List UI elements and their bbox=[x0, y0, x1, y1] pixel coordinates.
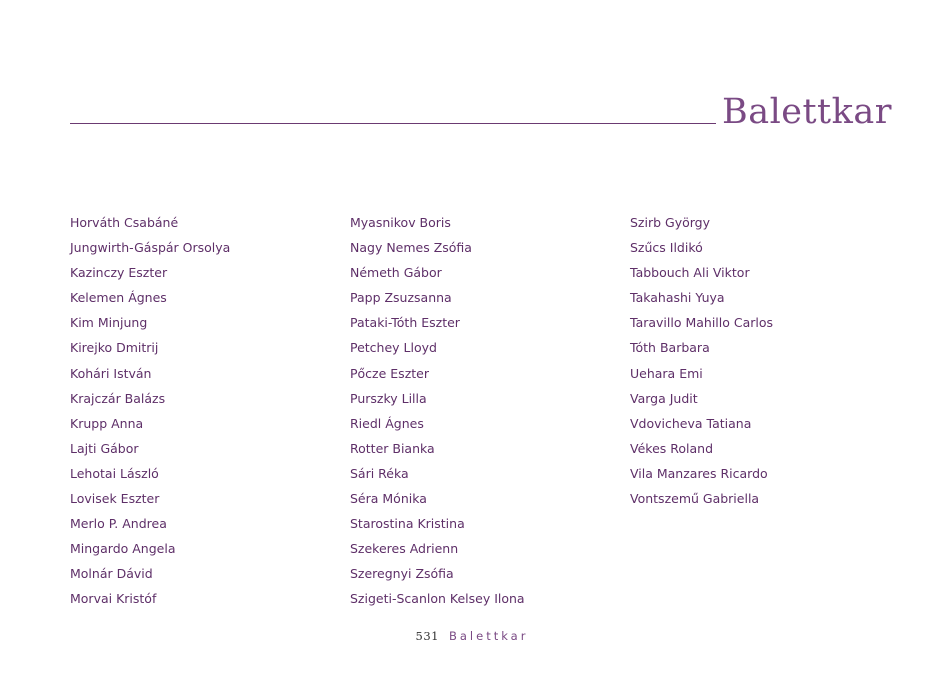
list-item: Molnár Dávid bbox=[70, 566, 153, 582]
list-item: Pataki-Tóth Eszter bbox=[350, 315, 460, 331]
list-item: Kelemen Ágnes bbox=[70, 290, 167, 306]
list-item: Krupp Anna bbox=[70, 415, 144, 431]
list-item: Myasnikov Boris bbox=[350, 215, 451, 230]
name-column-2 bbox=[350, 210, 525, 612]
list-item: Szirb György bbox=[630, 215, 710, 230]
list-item: Riedl Ágnes bbox=[350, 415, 424, 431]
list-item: Szekeres Adrienn bbox=[350, 541, 459, 557]
list-item: Purszky Lilla bbox=[350, 390, 427, 406]
list-item: Kim Minjung bbox=[70, 315, 148, 331]
list-item: Horváth Csabáné bbox=[70, 215, 179, 230]
running-title: Balettkar bbox=[448, 629, 529, 643]
list-item: Lovisek Eszter bbox=[70, 491, 160, 507]
name-column-3 bbox=[630, 210, 773, 511]
name-column-1 bbox=[70, 210, 230, 612]
list-item: Séra Mónika bbox=[350, 491, 427, 507]
list-item: Szűcs Ildikó bbox=[630, 240, 703, 256]
list-item: Takahashi Yuya bbox=[630, 290, 725, 306]
list-item: Mingardo Angela bbox=[70, 541, 176, 557]
list-item: Lehotai László bbox=[70, 465, 159, 481]
list-item: Starostina Kristina bbox=[350, 516, 465, 532]
list-item: Vdovicheva Tatiana bbox=[630, 415, 752, 431]
list-item: Vékes Roland bbox=[630, 440, 714, 456]
list-item: Jungwirth-Gáspár Orsolya bbox=[70, 240, 231, 256]
list-item: Szeregnyi Zsófia bbox=[350, 566, 454, 582]
list-item: Papp Zsuzsanna bbox=[350, 290, 452, 306]
list-item: Petchey Lloyd bbox=[350, 340, 437, 356]
list-item: Németh Gábor bbox=[350, 265, 442, 281]
list-item: Tabbouch Ali Viktor bbox=[630, 265, 750, 281]
list-item: Szigeti-Scanlon Kelsey Ilona bbox=[350, 591, 525, 607]
list-item: Vontszemű Gabriella bbox=[630, 491, 760, 507]
list-item: Varga Judit bbox=[630, 390, 698, 406]
list-item: Pőcze Eszter bbox=[350, 365, 429, 381]
list-item: Merlo P. Andrea bbox=[70, 516, 167, 532]
page-number: 531 bbox=[415, 629, 439, 643]
list-item: Sári Réka bbox=[350, 465, 409, 481]
list-item: Nagy Nemes Zsófia bbox=[350, 240, 472, 256]
list-item: Kazinczy Eszter bbox=[70, 265, 168, 281]
list-item: Uehara Emi bbox=[630, 365, 703, 381]
list-item: Vila Manzares Ricardo bbox=[630, 465, 768, 481]
list-item: Rotter Bianka bbox=[350, 440, 435, 456]
page-footer bbox=[0, 628, 944, 644]
list-item: Krajczár Balázs bbox=[70, 390, 166, 406]
page-title: Balettkar bbox=[722, 92, 892, 132]
list-item: Taravillo Mahillo Carlos bbox=[630, 315, 774, 331]
list-item: Lajti Gábor bbox=[70, 440, 139, 456]
list-item: Kirejko Dmitrij bbox=[70, 340, 159, 356]
title-rule bbox=[70, 123, 716, 124]
list-item: Morvai Kristóf bbox=[70, 591, 157, 607]
list-item: Tóth Barbara bbox=[630, 340, 710, 356]
list-item: Kohári István bbox=[70, 365, 152, 381]
